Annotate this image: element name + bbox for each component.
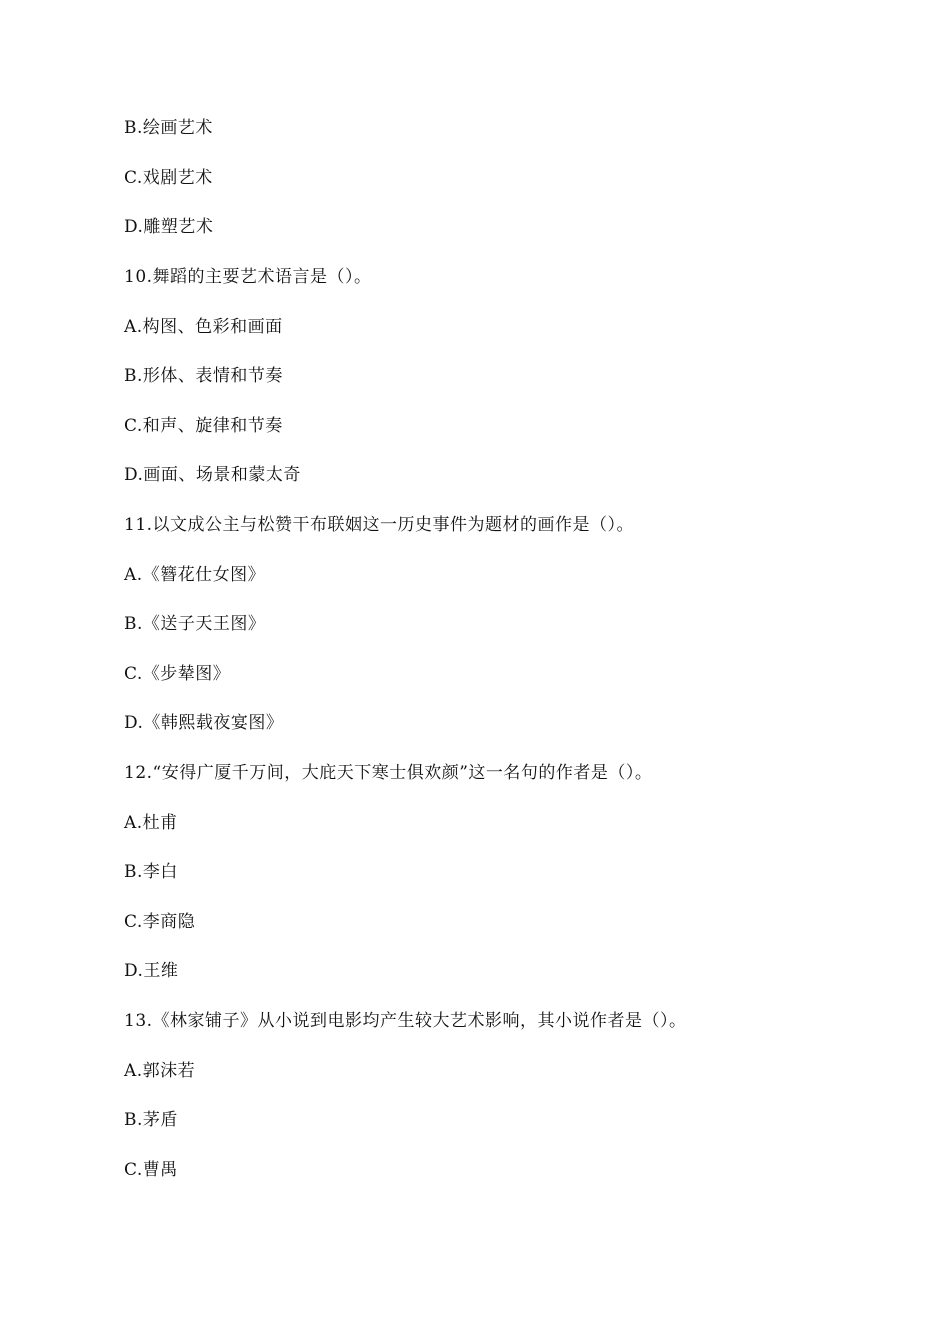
option-a-q12: A.杜甫 bbox=[124, 813, 178, 833]
option-a-q11: A.《簪花仕女图》 bbox=[124, 565, 266, 585]
option-d-q12: D.王维 bbox=[124, 961, 179, 981]
option-d-q11: D.《韩熙载夜宴图》 bbox=[124, 713, 284, 733]
option-c-q12: C.李商隐 bbox=[124, 912, 196, 932]
option-a-q10: A.构图、色彩和画面 bbox=[124, 317, 283, 337]
option-c-q10: C.和声、旋律和节奏 bbox=[124, 416, 283, 436]
option-b-q11: B.《送子天王图》 bbox=[124, 614, 266, 634]
option-c-q9: C.戏剧艺术 bbox=[124, 168, 213, 188]
option-c-q13: C.曹禺 bbox=[124, 1160, 178, 1180]
option-a-q13: A.郭沫若 bbox=[124, 1061, 196, 1081]
option-b-q12: B.李白 bbox=[124, 862, 178, 882]
option-c-q11: C.《步辇图》 bbox=[124, 664, 231, 684]
question-10: 10.舞蹈的主要艺术语言是（）。 bbox=[124, 267, 372, 287]
option-b-q9: B.绘画艺术 bbox=[124, 118, 213, 138]
question-13: 13.《林家铺子》从小说到电影均产生较大艺术影响，其小说作者是（）。 bbox=[124, 1011, 687, 1031]
option-d-q9: D.雕塑艺术 bbox=[124, 217, 214, 237]
option-b-q10: B.形体、表情和节奏 bbox=[124, 366, 283, 386]
option-d-q10: D.画面、场景和蒙太奇 bbox=[124, 465, 301, 485]
question-12: 12.“安得广厦千万间，大庇天下寒士俱欢颜”这一名句的作者是（）。 bbox=[124, 763, 653, 783]
option-b-q13: B.茅盾 bbox=[124, 1110, 178, 1130]
question-11: 11.以文成公主与松赞干布联姻这一历史事件为题材的画作是（）。 bbox=[124, 515, 635, 535]
